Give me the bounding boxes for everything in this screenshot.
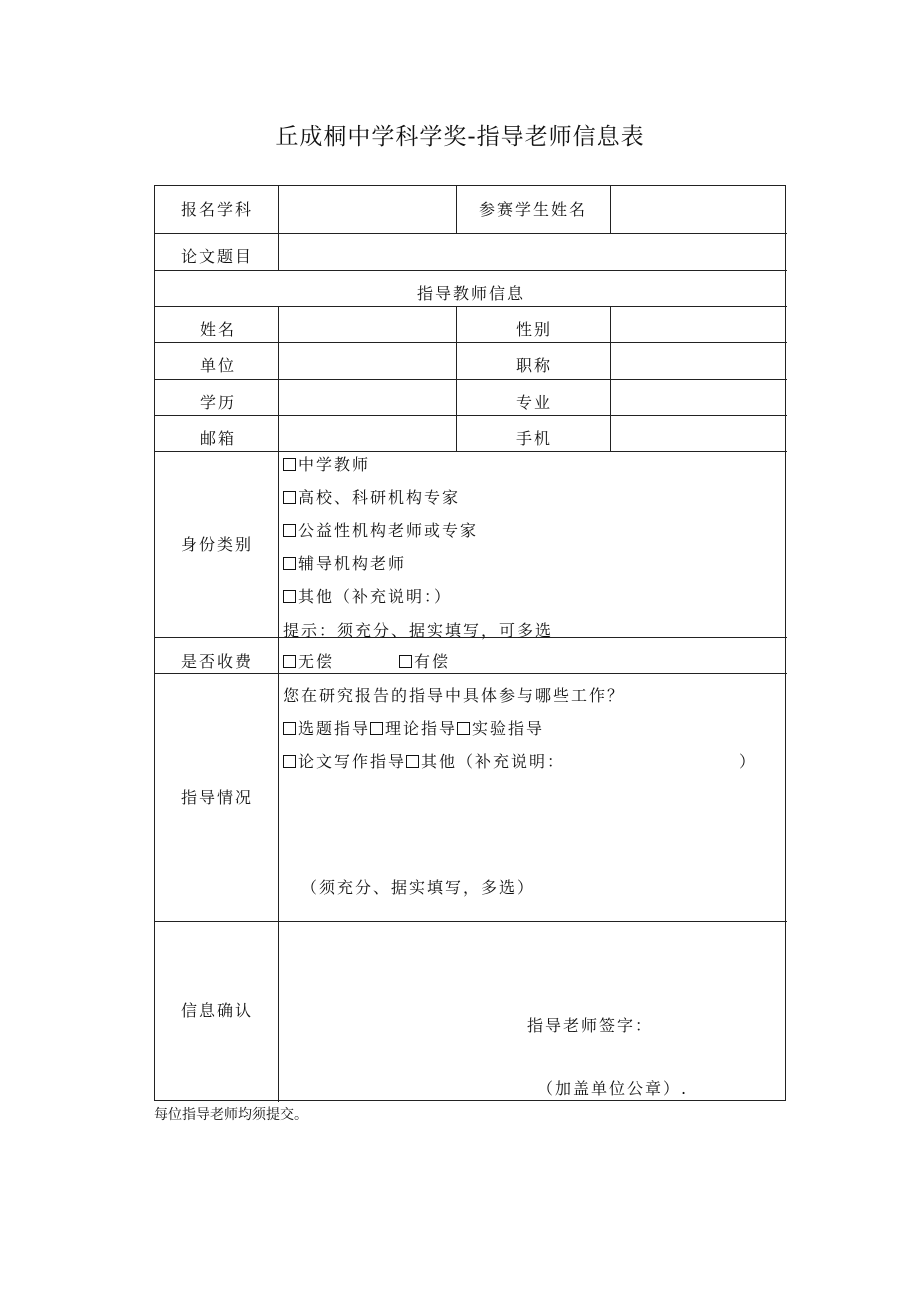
guidance-close-paren: ）: [739, 752, 758, 771]
guidance-options-line1: [283, 721, 544, 737]
name-label: 姓名: [200, 320, 237, 339]
fee-label: 是否收费: [181, 652, 254, 671]
checkbox-icon[interactable]: [283, 491, 296, 504]
identity-option[interactable]: 辅导机构老师: [283, 556, 406, 572]
gender-input[interactable]: [611, 307, 787, 342]
checkbox-icon[interactable]: [457, 722, 470, 735]
major-input[interactable]: [611, 380, 787, 415]
fee-option-free[interactable]: 无偿: [283, 654, 334, 670]
phone-label: 手机: [516, 429, 553, 448]
student-name-input[interactable]: [611, 186, 787, 233]
subject-label: 报名学科: [181, 200, 254, 219]
seal-note: （加盖单位公章）.: [537, 1079, 689, 1098]
education-input[interactable]: [279, 380, 456, 415]
checkbox-icon[interactable]: [283, 590, 296, 603]
guidance-question: 您在研究报告的指导中具体参与哪些工作？: [283, 686, 626, 705]
checkbox-icon[interactable]: [399, 655, 412, 668]
guidance-hint: （须充分、据实填写，多选）: [301, 878, 536, 897]
identity-option[interactable]: 中学教师: [283, 457, 370, 473]
identity-hint: 提示：须充分、据实填写，可多选: [283, 621, 554, 640]
signature-label: 指导老师签字：: [527, 1016, 654, 1035]
unit-label: 单位: [200, 356, 237, 375]
teacher-section-header: 指导教师信息: [417, 284, 526, 303]
teacher-info-form: [154, 185, 786, 1101]
checkbox-icon[interactable]: [283, 524, 296, 537]
guidance-label: 指导情况: [181, 788, 254, 807]
guidance-option[interactable]: 理论指导: [370, 719, 457, 738]
checkbox-icon[interactable]: [283, 722, 296, 735]
name-input[interactable]: [279, 307, 456, 342]
fee-option-paid[interactable]: 有偿: [399, 654, 450, 670]
page-title: 丘成桐中学科学奖-指导老师信息表: [275, 124, 645, 150]
email-label: 邮箱: [200, 429, 237, 448]
identity-option[interactable]: 高校、科研机构专家: [283, 490, 460, 506]
guidance-option[interactable]: 其他（补充说明：: [406, 752, 565, 771]
title-rank-label: 职称: [516, 356, 553, 375]
subject-input[interactable]: [279, 186, 456, 233]
unit-input[interactable]: [279, 343, 456, 379]
student-name-label: 参赛学生姓名: [479, 200, 588, 219]
education-label: 学历: [200, 393, 237, 412]
thesis-title-label: 论文题目: [181, 247, 254, 266]
footer-note: 每位指导老师均须提交。: [154, 1107, 308, 1123]
checkbox-icon[interactable]: [283, 755, 296, 768]
identity-label: 身份类别: [181, 535, 254, 554]
identity-option[interactable]: 其他（补充说明：）: [283, 589, 452, 605]
gender-label: 性别: [516, 320, 553, 339]
confirm-label: 信息确认: [181, 1001, 254, 1020]
checkbox-icon[interactable]: [406, 755, 419, 768]
checkbox-icon[interactable]: [283, 557, 296, 570]
checkbox-icon[interactable]: [370, 722, 383, 735]
identity-option[interactable]: 公益性机构老师或专家: [283, 523, 478, 539]
thesis-title-input[interactable]: [279, 234, 787, 270]
title-rank-input[interactable]: [611, 343, 787, 379]
phone-input[interactable]: [611, 416, 787, 451]
email-input[interactable]: [279, 416, 456, 451]
guidance-option[interactable]: 实验指导: [457, 719, 544, 738]
checkbox-icon[interactable]: [283, 458, 296, 471]
guidance-options-line2: [283, 754, 565, 770]
guidance-option[interactable]: 论文写作指导: [283, 752, 406, 771]
major-label: 专业: [516, 393, 553, 412]
guidance-option[interactable]: 选题指导: [283, 719, 370, 738]
checkbox-icon[interactable]: [283, 655, 296, 668]
signature-area[interactable]: [279, 922, 787, 1102]
